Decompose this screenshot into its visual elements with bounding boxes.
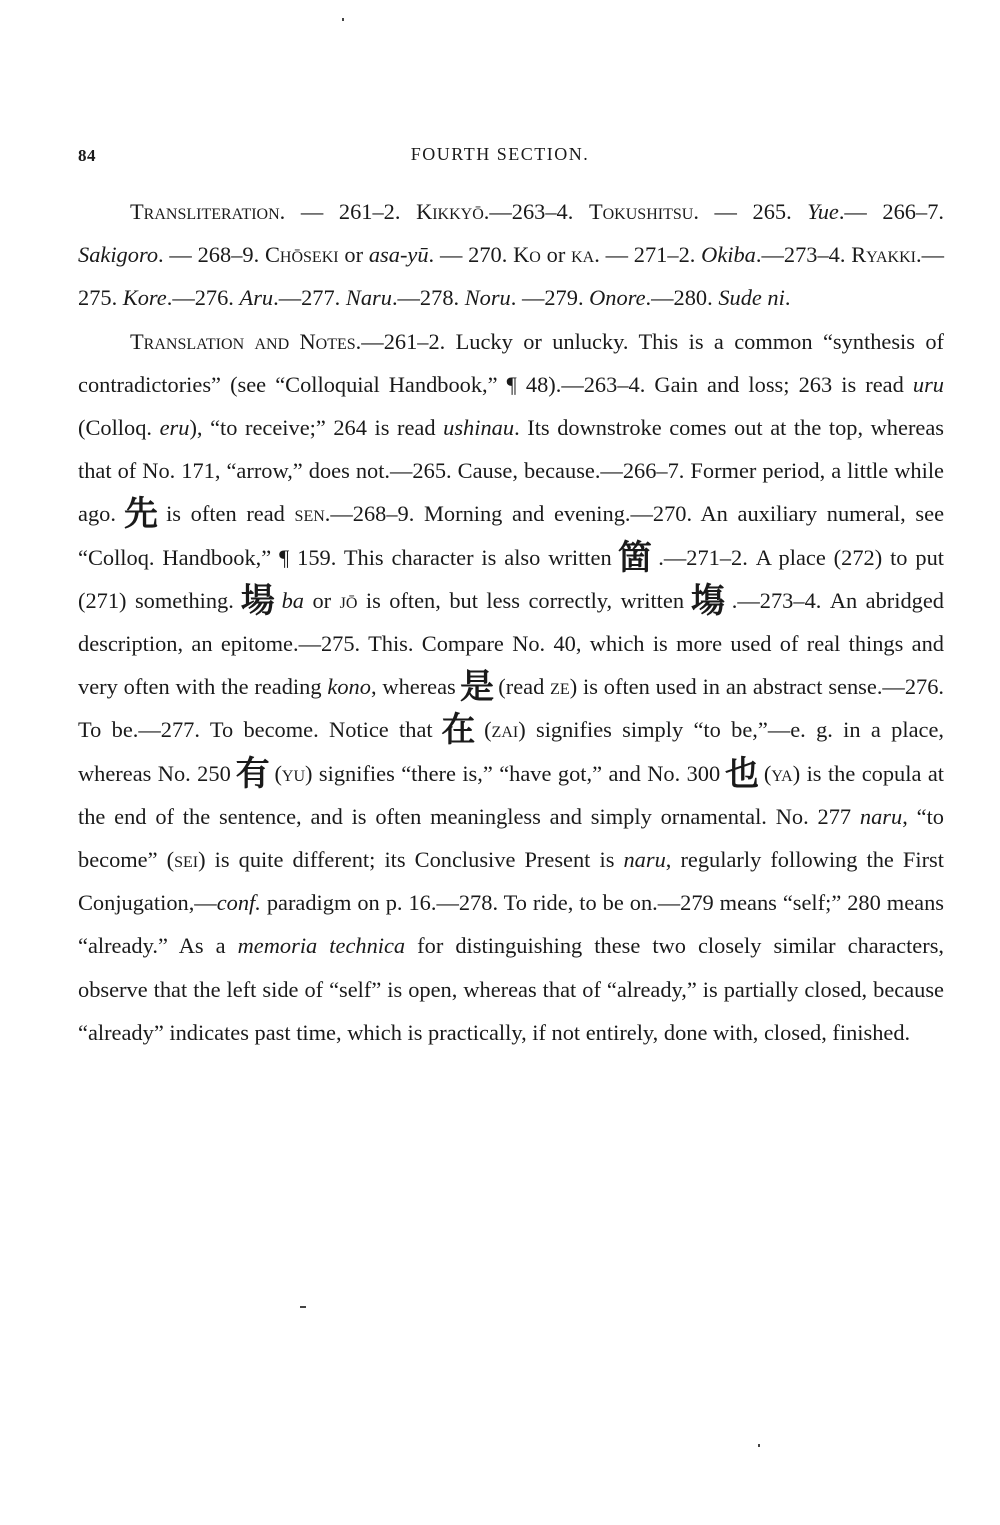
- text-run: .—263–4.: [483, 199, 589, 224]
- transliteration-term: Naru: [345, 285, 392, 311]
- text-run: .—273–4. An abridged description, an epitome.—275. This. Compare No. 40, which is more used of real things and very often with the reading: [78, 587, 944, 700]
- transliteration-term: ka: [571, 242, 595, 268]
- text-run: . — 265.: [693, 199, 808, 224]
- transliteration-term: Chōseki: [264, 242, 339, 268]
- text-run: .—276.: [166, 285, 240, 311]
- text-run: , whereas: [370, 674, 456, 700]
- italic-term: naru: [623, 847, 666, 873]
- italic-term: conf.: [216, 890, 261, 916]
- kanji-character: 塲: [688, 580, 728, 621]
- italic-term: eru: [159, 415, 190, 441]
- transliteration-term: Kikkyō: [416, 199, 484, 224]
- text-run: , regularly following the First Conjugation,—: [78, 847, 944, 916]
- text-run: is often read: [166, 501, 295, 527]
- body-text: [78, 190, 944, 1054]
- translation-paragraph: [78, 320, 944, 1054]
- text-run: (: [763, 760, 772, 786]
- text-run: .—273–4.: [755, 242, 852, 268]
- text-run: or: [304, 587, 340, 613]
- transliteration-term: Yue: [807, 199, 839, 224]
- scan-speck: [342, 18, 344, 21]
- transliteration-term: Tokushitsu: [588, 199, 694, 224]
- text-run: .—278.: [391, 285, 465, 311]
- kanji-character: 先: [119, 494, 163, 535]
- translation-heading: Translation and Notes.: [130, 328, 362, 354]
- transliteration-term: Kore: [122, 285, 167, 311]
- text-run: . Its downstroke comes out at the top, whereas that of No. 171, “arrow,” does not.—265. Cause, because.—266–7. Former period, a little while ago.: [78, 415, 944, 527]
- text-run: .—277.: [273, 285, 346, 311]
- text-run: ) signifies simply “to be,”—e. g. in a place, whereas No. 250: [78, 717, 945, 786]
- italic-term: memoria technica: [237, 933, 406, 959]
- text-run: .: [784, 285, 791, 311]
- transliteration-term: Noru: [464, 285, 511, 311]
- text-run: ) is the copula at the end of the sentence, and is often meaningless and simply ornamental. No. 277: [78, 760, 945, 829]
- reading-term: sei: [174, 847, 199, 873]
- transliteration-term: Sude ni: [718, 285, 785, 311]
- italic-term: ushinau: [443, 415, 515, 441]
- text-run: ), “to receive;” 264 is read: [189, 415, 444, 441]
- kanji-character: 箇: [615, 537, 655, 578]
- text-run: .—275.: [78, 242, 944, 311]
- text-run: (: [274, 760, 282, 786]
- transliteration-term: Aru: [239, 285, 274, 311]
- text-run: . — 268–9.: [158, 242, 265, 268]
- text-run: (Colloq.: [78, 415, 160, 441]
- transliteration-term: Ryakki: [851, 242, 916, 268]
- text-run: —261–2. Lucky or unlucky. This is a common “synthesis of contradictories” (see “Colloquial Handbook,” ¶ 48).—263–4. Gain and loss; 263 is read: [78, 328, 945, 397]
- transliteration-term: Ko: [513, 242, 541, 268]
- italic-term: kono: [327, 674, 371, 700]
- text-run: is often, but less correctly, written: [357, 587, 685, 613]
- text-run: — 261–2.: [285, 199, 417, 224]
- text-run: or: [540, 242, 572, 268]
- reading-term: ze: [550, 674, 570, 700]
- kanji-character: 場: [237, 580, 278, 621]
- kanji-character: 在: [436, 710, 481, 751]
- scan-speck: [758, 1444, 760, 1447]
- text-run: . — 271–2.: [594, 242, 702, 268]
- reading-term: jō: [339, 587, 358, 613]
- italic-term: naru: [859, 803, 903, 829]
- text-run: .—268–9. Morning and evening.—270. An auxiliary numeral, see “Colloq. Handbook,” ¶ 159. This character is also written: [78, 501, 945, 570]
- text-run: .— 266–7.: [838, 199, 944, 224]
- italic-term: uru: [912, 371, 944, 397]
- text-run: ) is quite different; its Conclusive Present is: [198, 847, 624, 873]
- text-run: ) is often used in an abstract sense.—276. To be.—277. To become. Notice that: [78, 674, 944, 743]
- transliteration-term: Okiba: [701, 242, 756, 268]
- text-run: (read: [498, 674, 551, 700]
- text-run: .—271–2. A place (272) to put (271) something.: [78, 544, 944, 613]
- reading-term: yu: [281, 760, 306, 786]
- scan-speck: [300, 1306, 306, 1308]
- transliteration-term: asa-yū: [368, 242, 429, 268]
- reading-term: sen: [294, 501, 325, 527]
- text-run: for distinguishing these two closely similar characters, observe that the left side of “self” is open, whereas that of “already,” is partially closed, because “already” indicates past time, which is practically, if not entirely, done with, closed, finished.: [78, 933, 945, 1045]
- reading-term: ya: [771, 760, 793, 786]
- kanji-character: 是: [459, 667, 495, 708]
- kanji-character: 有: [234, 753, 271, 794]
- text-run: (: [484, 717, 492, 743]
- reading-term: zai: [491, 717, 519, 743]
- text-run: or: [338, 242, 369, 268]
- running-head: FOURTH SECTION.: [410, 144, 590, 164]
- text-run: ) signifies “there is,” “have got,” and No. 300: [305, 760, 721, 786]
- transliteration-paragraph: [78, 190, 944, 320]
- text-run: .—280.: [645, 285, 719, 311]
- text-run: , “to become” (: [78, 803, 944, 873]
- text-run: . — 270.: [428, 242, 514, 268]
- transliteration-heading: Transliteration.: [130, 199, 286, 224]
- kanji-character: 也: [724, 753, 760, 794]
- transliteration-term: Onore: [589, 285, 646, 311]
- text-run: . —279.: [510, 285, 590, 311]
- transliteration-term: Sakigoro: [78, 242, 159, 268]
- page-number: 84: [78, 146, 96, 165]
- italic-term: ba: [281, 587, 304, 613]
- text-run: paradigm on p. 16.—278. To ride, to be on.—279 means “self;” 280 means “already.” As a: [78, 890, 944, 959]
